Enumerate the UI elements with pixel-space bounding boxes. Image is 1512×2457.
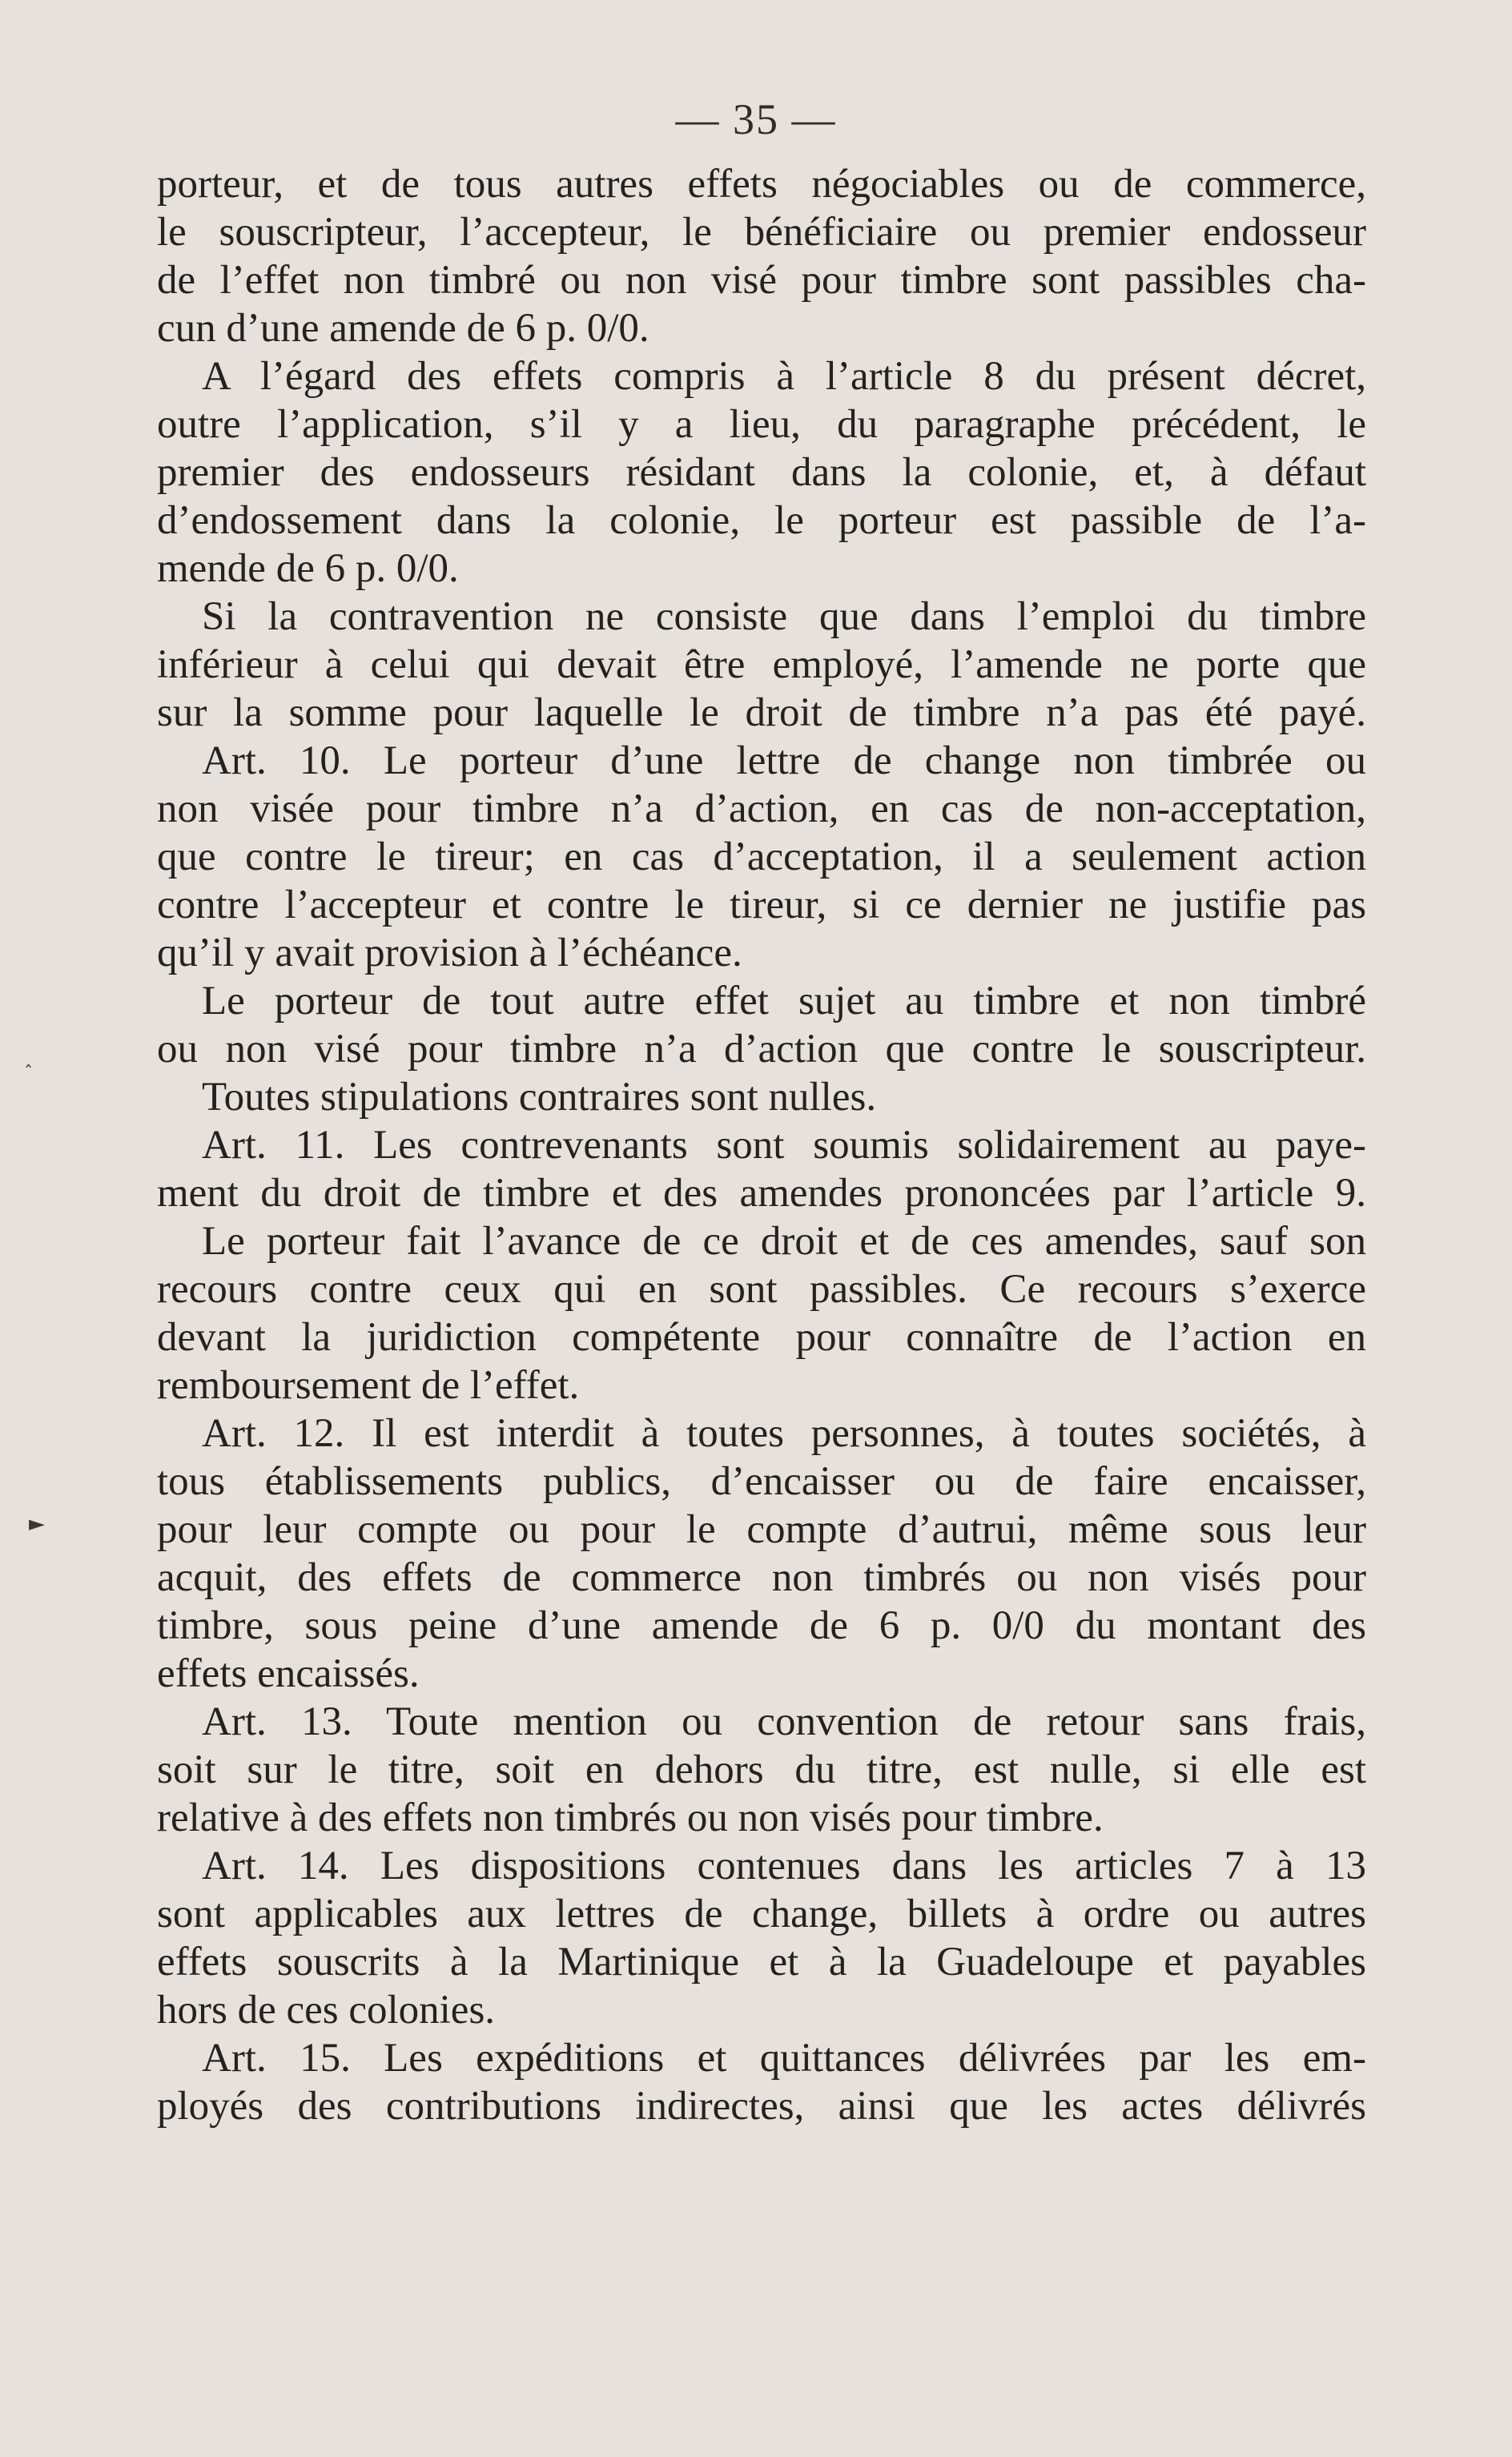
text-line: Art. 12. Il est interdit à toutes personnes, à toutes sociétés, à <box>202 1411 1366 1456</box>
text-line: outre l’application, s’il y a lieu, du paragraphe précédent, le <box>157 402 1366 447</box>
text-line: hors de ces colonies. <box>157 1988 496 2033</box>
text-line: recours contre ceux qui en sont passibles. Ce recours s’exerce <box>157 1267 1366 1312</box>
text-line: tous établissements publics, d’encaisser ou de faire encaisser, <box>157 1459 1366 1504</box>
text-line: contre l’accepteur et contre le tireur, si ce dernier ne justifie pas <box>157 883 1366 927</box>
text-line: le souscripteur, l’accepteur, le bénéficiaire ou premier endosseur <box>157 210 1366 255</box>
text-line: effets souscrits à la Martinique et à la Guadeloupe et payables <box>157 1940 1366 1984</box>
text-line: acquit, des effets de commerce non timbrés ou non visés pour <box>157 1555 1366 1600</box>
text-line: Art. 13. Toute mention ou convention de retour sans frais, <box>202 1699 1366 1744</box>
text-line: sur la somme pour laquelle le droit de timbre n’a pas été payé. <box>157 690 1366 735</box>
text-line: Si la contravention ne consiste que dans l’emploi du timbre <box>202 594 1366 639</box>
text-line: Art. 11. Les contrevenants sont soumis solidairement au paye- <box>202 1123 1366 1168</box>
text-line: que contre le tireur; en cas d’acceptation, il a seulement action <box>157 834 1366 879</box>
text-line: ployés des contributions indirectes, ainsi que les actes délivrés <box>157 2084 1366 2129</box>
text-line: relative à des effets non timbrés ou non visés pour timbre. <box>157 1796 1104 1840</box>
text-line: devant la juridiction compétente pour connaître de l’action en <box>157 1315 1366 1360</box>
text-line: timbre, sous peine d’une amende de 6 p. 0/0 du montant des <box>157 1603 1366 1648</box>
text-line: Le porteur fait l’avance de ce droit et de ces amendes, sauf son <box>202 1219 1366 1264</box>
text-line: ou non visé pour timbre n’a d’action que contre le souscripteur. <box>157 1027 1366 1072</box>
text-line: premier des endosseurs résidant dans la colonie, et, à défaut <box>157 450 1366 495</box>
text-line: qu’il y avait provision à l’échéance. <box>157 931 742 975</box>
text-line: Le porteur de tout autre effet sujet au timbre et non timbré <box>202 979 1366 1023</box>
body-text <box>157 160 1366 2130</box>
text-line: effets encaissés. <box>157 1651 420 1696</box>
text-line: Art. 15. Les expéditions et quittances délivrées par les em- <box>202 2036 1366 2081</box>
text-line: cun d’une amende de 6 p. 0/0. <box>157 306 649 351</box>
text-line: remboursement de l’effet. <box>157 1363 580 1408</box>
margin-mark: ˆ <box>24 1064 33 1084</box>
text-line: soit sur le titre, soit en dehors du titre, est nulle, si elle est <box>157 1747 1366 1792</box>
page-number: — 35 — <box>675 95 837 143</box>
text-line: A l’égard des effets compris à l’article 8 du présent décret, <box>202 354 1366 399</box>
text-line: ment du droit de timbre et des amendes prononcées par l’article 9. <box>157 1171 1366 1216</box>
text-line: mende de 6 p. 0/0. <box>157 546 459 591</box>
text-line: non visée pour timbre n’a d’action, en cas de non-acceptation, <box>157 786 1366 831</box>
text-line: pour leur compte ou pour le compte d’autrui, même sous leur <box>157 1507 1366 1552</box>
text-line: Art. 14. Les dispositions contenues dans les articles 7 à 13 <box>202 1844 1366 1888</box>
text-line: porteur, et de tous autres effets négociables ou de commerce, <box>157 162 1366 207</box>
text-line: inférieur à celui qui devait être employé, l’amende ne porte que <box>157 642 1366 687</box>
text-line: Toutes stipulations contraires sont nulles. <box>202 1075 877 1120</box>
text-line: de l’effet non timbré ou non visé pour timbre sont passibles cha- <box>157 258 1366 303</box>
text-line: Art. 10. Le porteur d’une lettre de change non timbrée ou <box>202 738 1366 783</box>
margin-arrow-icon: ► <box>29 1512 45 1536</box>
text-line: sont applicables aux lettres de change, billets à ordre ou autres <box>157 1892 1366 1936</box>
text-line: d’endossement dans la colonie, le porteur est passible de l’a- <box>157 498 1366 543</box>
